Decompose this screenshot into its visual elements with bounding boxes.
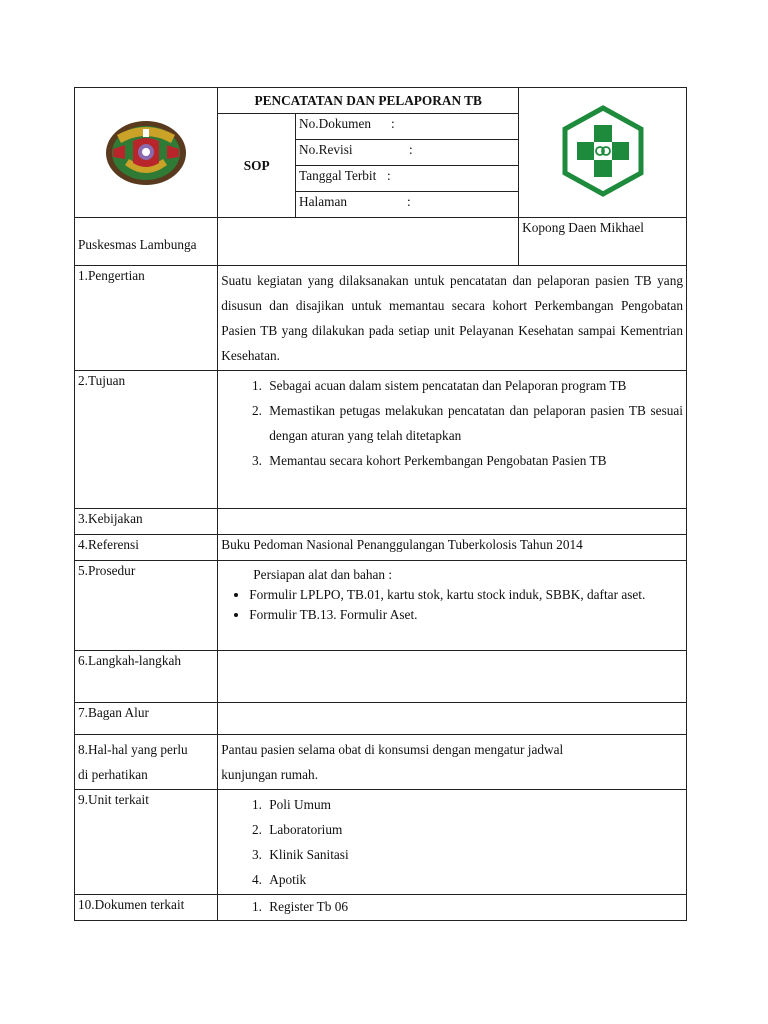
sop-table — [74, 87, 687, 921]
field-sep: : — [407, 194, 411, 209]
right-logo-cell — [519, 88, 687, 218]
field-label: Halaman — [299, 194, 348, 209]
section-content-dokumen — [218, 895, 687, 921]
facility-blank — [218, 218, 519, 266]
field-label: Tanggal Terbit — [299, 168, 377, 183]
section-label-referensi: 4.Referensi — [75, 535, 218, 561]
list-item: • Formulir LPLPO, TB.01, kartu stok, kartu stock induk, SBBK, daftar aset. — [249, 585, 683, 605]
section-label-hal — [75, 735, 218, 790]
section-label-langkah: 6.Langkah-langkah — [75, 651, 218, 703]
list-item: • Formulir TB.13. Formulir Aset. — [249, 605, 683, 625]
section-content-langkah — [218, 651, 687, 703]
section-text-hal — [218, 735, 687, 790]
section-content-unit — [218, 790, 687, 895]
section-text-pengertian: Suatu kegiatan yang dilaksanakan untuk pencatatan dan pelaporan pasien TB yang disusun dan disajikan untuk memantau secara kohort Perkembangan Pengobatan Pasien TB yang dilakukan pada setiap unit Pelayanan Kesehatan sampai Kementrian Kesehatan. — [218, 266, 687, 371]
section-label-pengertian: 1.Pengertian — [75, 266, 218, 371]
facility-name: Puskesmas Lambunga — [75, 218, 218, 266]
regional-emblem-icon — [103, 115, 189, 187]
section-label-prosedur: 5.Prosedur — [75, 561, 218, 651]
tujuan-list — [221, 373, 683, 473]
left-logo-cell — [75, 88, 218, 218]
field-label: No.Revisi — [299, 142, 353, 157]
hal-text-line2: kunjungan rumah. — [221, 767, 319, 782]
section-label-tujuan: 2.Tujuan — [75, 371, 218, 509]
field-halaman — [296, 192, 519, 218]
puskesmas-logo-icon — [561, 105, 645, 197]
list-item: 2. Memastikan petugas melakukan pencatatan dan pelaporan pasien TB sesuai dengan aturan yang telah ditetapkan — [265, 398, 683, 448]
hal-text-line1: Pantau pasien selama obat di konsumsi dengan mengatur jadwal — [221, 742, 564, 757]
list-item: 2. Laboratorium — [265, 817, 683, 842]
field-sep: : — [409, 142, 413, 157]
field-sep: : — [391, 116, 395, 131]
signer-name: Kopong Daen Mikhael — [519, 218, 687, 266]
list-item: 1. Register Tb 06 — [265, 897, 683, 917]
section-label-kebijakan: 3.Kebijakan — [75, 509, 218, 535]
list-item: 4. Apotik — [265, 867, 683, 892]
section-label-bagan: 7.Bagan Alur — [75, 703, 218, 735]
field-tanggal-terbit — [296, 166, 519, 192]
hal-label-line1: 8.Hal-hal yang perlu — [78, 742, 188, 757]
prosedur-list — [221, 585, 683, 625]
field-sep: : — [387, 168, 391, 183]
sop-label: SOP — [218, 114, 296, 218]
hal-label-line2: di perhatikan — [78, 767, 148, 782]
unit-list — [221, 792, 683, 892]
section-content-tujuan — [218, 371, 687, 509]
prosedur-intro: Persiapan alat dan bahan : — [253, 567, 393, 582]
list-item: 3. Klinik Sanitasi — [265, 842, 683, 867]
list-item: 3. Memantau secara kohort Perkembangan Pengobatan Pasien TB — [265, 448, 683, 473]
section-text-referensi: Buku Pedoman Nasional Penanggulangan Tuberkolosis Tahun 2014 — [218, 535, 687, 561]
list-item: 1. Sebagai acuan dalam sistem pencatatan dan Pelaporan program TB — [265, 373, 683, 398]
section-label-dokumen: 10.Dokumen terkait — [75, 895, 218, 921]
section-content-kebijakan — [218, 509, 687, 535]
sop-document — [74, 87, 687, 921]
field-no-dokumen — [296, 114, 519, 140]
dokumen-list — [221, 897, 683, 917]
section-label-unit: 9.Unit terkait — [75, 790, 218, 895]
field-no-revisi — [296, 140, 519, 166]
section-content-prosedur — [218, 561, 687, 651]
field-label: No.Dokumen — [299, 116, 372, 131]
document-title: PENCATATAN DAN PELAPORAN TB — [218, 88, 519, 114]
list-item: 1. Poli Umum — [265, 792, 683, 817]
section-content-bagan — [218, 703, 687, 735]
